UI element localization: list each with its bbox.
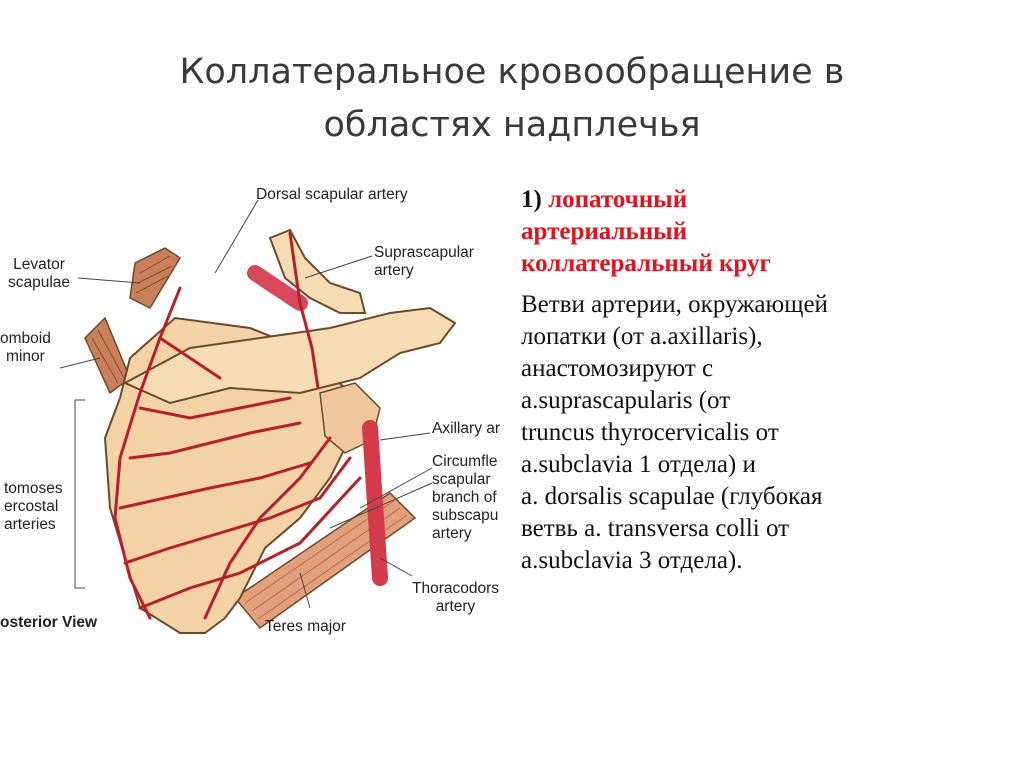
label-anastomoses-line-3: arteries (4, 516, 56, 533)
label-dorsal-scapular-artery: Dorsal scapular artery (256, 186, 408, 203)
label-axillary-artery: Axillary ar (432, 420, 501, 437)
label-circumflex-scapular (432, 453, 498, 543)
heading-line-2: артериальный (521, 218, 688, 245)
label-circumflex-line-2: scapular (432, 471, 491, 488)
label-levator-line-2: scapulae (8, 274, 71, 291)
label-circumflex-line-5: artery (432, 525, 472, 542)
body-line: a.subclavia 3 отдела). (521, 547, 743, 574)
label-anastomoses-line-1: tomoses (4, 480, 63, 497)
heading-line-1: лопаточный (548, 186, 688, 213)
label-suprascapular-line-2: artery (374, 262, 414, 279)
slide-title (0, 46, 1024, 152)
body-line: лопатки (от a.axillaris), (521, 323, 763, 350)
heading-line-3: коллатеральный круг (521, 250, 771, 277)
label-thoracodorsal-artery (412, 580, 499, 616)
label-circumflex-line-3: branch of (432, 489, 497, 506)
body-line: анастомозируют с (521, 355, 714, 382)
title-line-2: областях надплечья (323, 105, 701, 145)
label-levator-scapulae (8, 256, 70, 292)
description-body (521, 289, 1016, 577)
circle-heading (521, 184, 1016, 280)
body-line: ветвь a. transversa colli от (521, 515, 790, 542)
label-teres-major: Teres major (265, 618, 346, 635)
body-line: a. dorsalis scapulae (глубокая (521, 483, 823, 510)
label-circumflex-line-4: subscapu (432, 507, 499, 524)
label-rhomboid-minor (0, 330, 51, 366)
body-line: truncus thyrocervicalis от (521, 419, 779, 446)
label-suprascapular-line-1: Suprascapular (374, 244, 474, 261)
label-intercostal-anastomoses (4, 480, 63, 534)
label-rhomboid-line-2: minor (6, 348, 45, 365)
body-line: a.suprascapularis (от (521, 387, 731, 414)
levator-scapulae-muscle (130, 248, 180, 308)
label-rhomboid-line-1: omboid (0, 330, 51, 347)
label-thoracodorsal-line-1: Thoracodors (412, 580, 500, 597)
body-line: Ветви артерии, окружающей (521, 291, 828, 318)
label-levator-line-1: Levator (13, 256, 65, 273)
body-line: a.subclavia 1 отдела) и (521, 451, 756, 478)
anatomy-figure (0, 178, 515, 648)
label-circumflex-line-1: Circumfle (432, 453, 498, 470)
label-suprascapular-artery (374, 244, 474, 280)
label-anastomoses-line-2: ercostal (4, 498, 59, 515)
label-posterior-view: osterior View (0, 614, 98, 631)
description-text (521, 184, 1016, 577)
title-line-1: Коллатеральное кровообращение в (179, 52, 845, 92)
heading-number: 1) (521, 186, 542, 213)
label-thoracodorsal-line-2: artery (435, 598, 476, 615)
